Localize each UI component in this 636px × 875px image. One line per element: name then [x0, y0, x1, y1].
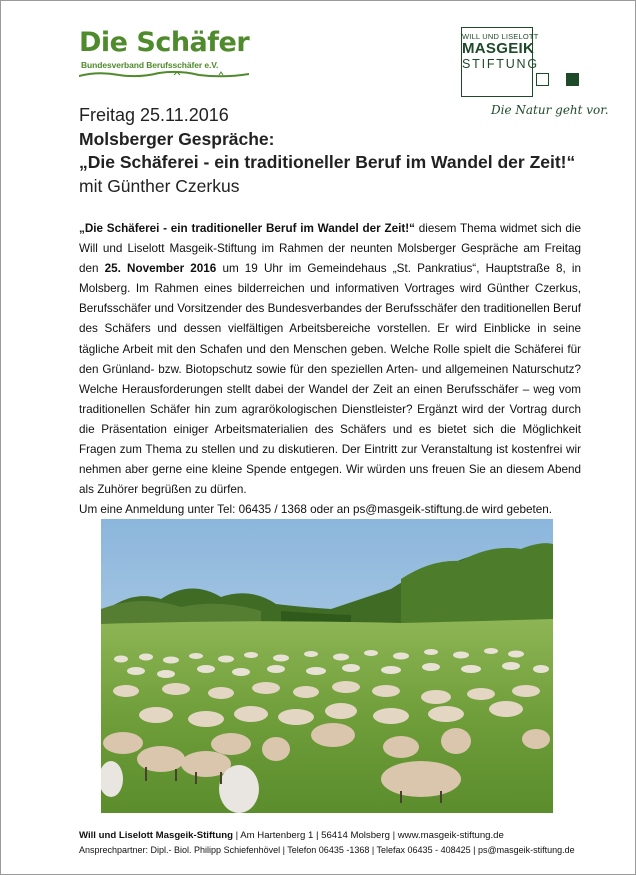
event-series: Molsberger Gespräche:: [79, 129, 275, 149]
body-text: [79, 219, 581, 520]
logo-landscape-icon: [79, 69, 249, 79]
event-title: „Die Schäferei - ein traditioneller Beruf im Wandel der Zeit!“: [79, 152, 576, 172]
logo-line-founders: WILL UND LISELOTT: [462, 32, 539, 41]
event-speaker: mit Günther Czerkus: [79, 176, 240, 196]
registration-note: Um eine Anmeldung unter Tel: 06435 / 1368 oder an ps@masgeik-stiftung.de wird gebeten.: [79, 503, 552, 517]
logo-brand-text: Die Schäfer: [79, 27, 250, 58]
footer-contact: Ansprechpartner: Dipl.- Biol. Philipp Schiefenhövel | Telefon 06435 -1368 | Telefax 06435 - 408425 | ps@masgeik-stiftung.de: [79, 845, 575, 855]
body-paragraph: [79, 219, 581, 500]
die-schaefer-logo: [79, 29, 249, 75]
body-title-bold: „Die Schäferei - ein traditioneller Beruf im Wandel der Zeit!“: [79, 222, 415, 235]
body-text-part1: diesem Thema widmet sich die Will und Liselott Masgeik-Stiftung im Rahmen der neunten Molsberger Gespräche am Freitag den: [79, 222, 581, 276]
footer-address-details: | Am Hartenberg 1 | 56414 Molsberg | www.masgeik-stiftung.de: [232, 830, 504, 841]
footer-org-name: Will und Liselott Masgeik-Stiftung: [79, 830, 233, 841]
sheep-meadow-photo: [101, 519, 553, 813]
logo-tagline: Die Natur geht vor.: [491, 103, 609, 117]
logo-line-masgeik: MASGEIK: [462, 40, 535, 57]
logo-line-stiftung: STIFTUNG: [462, 57, 539, 71]
logo-subtitle: Bundesverband Berufsschäfer e.V.: [81, 60, 219, 70]
event-date: Freitag 25.11.2016: [79, 105, 229, 125]
logo-square-outline-icon: [536, 73, 549, 86]
masgeik-stiftung-logo: [461, 27, 539, 97]
body-text-part2: um 19 Uhr im Gemeindehaus „St. Pankratius“, Hauptstraße 8, in Molsberg. Im Rahmen eines bilderreichen und informativen Vortrages wird Günther Czerkus, Berufsschäfer und Vorsitzender des Bundesverbandes der Berufsschäfer den traditionellen Beruf des Schäfers und dessen vielfältigen Arbeitsbereiche vorstellen. Er wird Einblicke in seine tägliche Arbeit mit den Schafen und den Menschen geben. Welche Rolle spielt die Schäferei für den Grünland- bzw. Biotopschutz sowie für den speziellen Arten- und allgemeinen Naturschutz? Welche Herausforderungen stellt dabei der Wandel der Zeit an einen Berufsschäfer – weg vom traditionellen Schäfer hin zum agrarökologischen Dienstleister? Ergänzt wird der Vortrag durch die Präsentation einiger Arbeitsmaterialien des Schäfers und es bietet sich die Möglichkeit Fragen zum Thema zu stellen und zu diskutieren. Der Eintritt zur Veranstaltung ist kostenfrei wir nehmen aber gerne eine kleine Spende entgegen. Wir würden uns freuen Sie an diesem Abend als Zuhörer begrüßen zu dürfen.: [79, 262, 581, 497]
footer-address: [79, 830, 504, 841]
body-date-bold: 25. November 2016: [104, 262, 217, 276]
logo-square-filled-icon: [566, 73, 579, 86]
